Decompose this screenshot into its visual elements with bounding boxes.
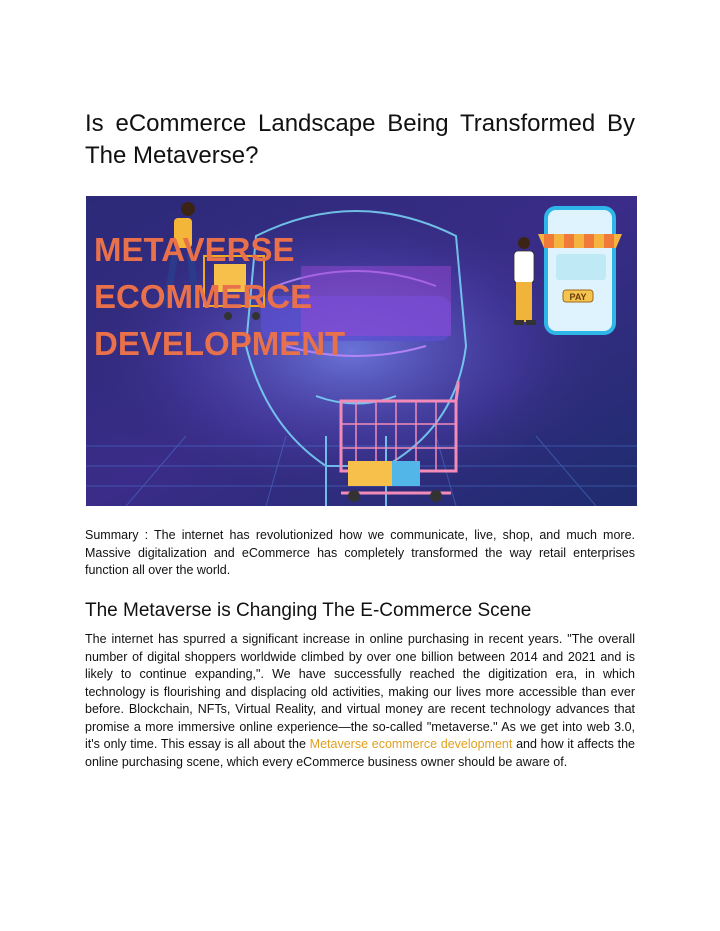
body-text-before-link: The internet has spurred a significant increase in online purchasing in recent years. "The overall number of digital shoppers worldwide climbed by over one billion between 2014 and 2021 and is likely to continue expanding,". We have successfully reached the digitization era, in which technology is flourishing and displacing old activities, making our lives more accessible than ever before. Blockchain, NFTs, Virtual Reality, and virtual money are recent technology advances that promise a more immersive online experience—the so-called "metaverse." As we get into web 3.0, it's only time. This essay is all about the (85, 632, 635, 751)
hero-line-3: DEVELOPMENT (94, 325, 346, 362)
hero-line-1: METAVERSE (94, 231, 295, 268)
pay-label: PAY (569, 292, 587, 302)
body-text-after-link: and how it affects the online purchasing scene, which every eCommerce business owner should be aware of. (85, 737, 635, 769)
hero-image (86, 196, 637, 506)
phone-illustration (538, 208, 622, 333)
hero-line-2: ECOMMERCE (94, 278, 313, 315)
summary-paragraph: Summary : The internet has revolutionized how we communicate, live, shop, and much more. Massive digitalization and eCommerce has completely transformed the way retail enterprises function all over the world. (85, 528, 635, 577)
section-heading: The Metaverse is Changing The E-Commerce Scene (85, 600, 532, 621)
metaverse-ecommerce-link[interactable]: Metaverse ecommerce development (309, 737, 513, 751)
body-paragraph (85, 631, 635, 771)
page-title: Is eCommerce Landscape Being Transformed By The Metaverse? (85, 110, 635, 169)
